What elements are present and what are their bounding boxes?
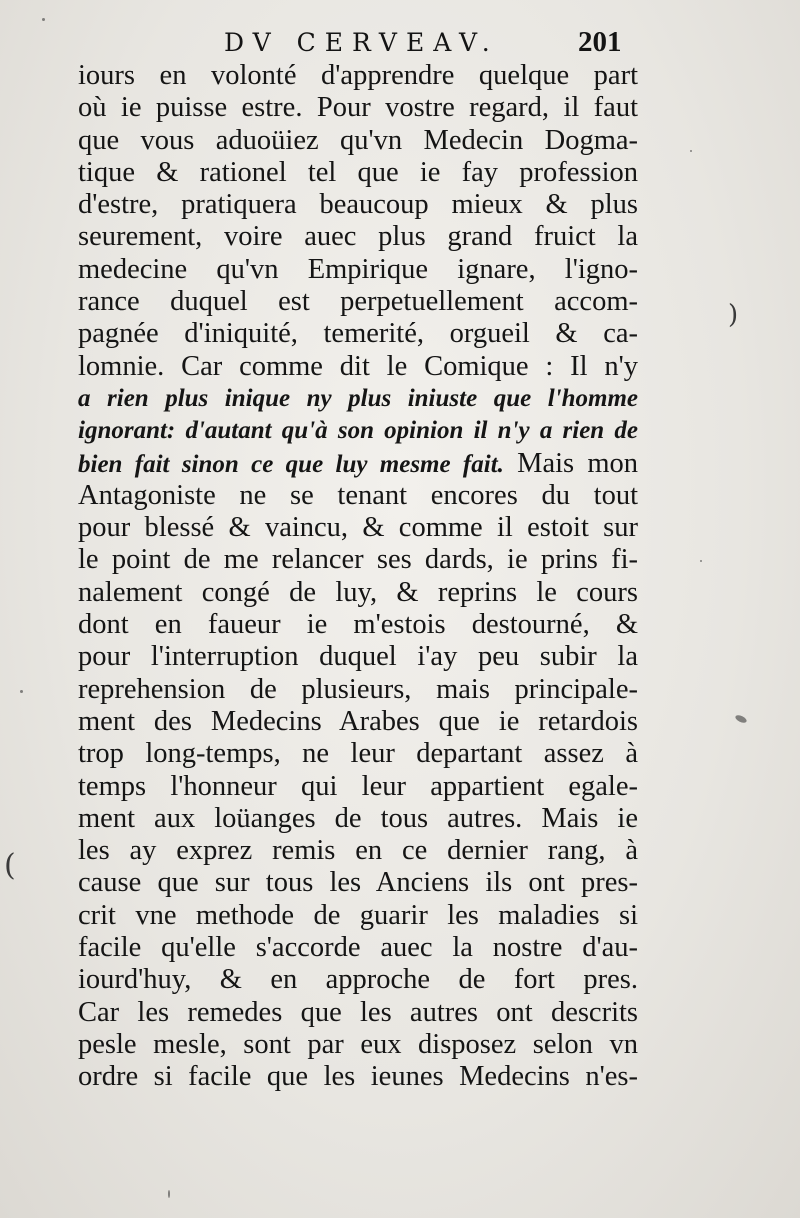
paper-mark: (	[4, 848, 16, 883]
text-line: nalement congé de luy, & reprins le cours	[78, 576, 638, 608]
text-line: ment des Medecins Arabes que ie retardois	[78, 705, 638, 737]
text-line: dont en faueur ie m'estois destourné, &	[78, 609, 638, 641]
paper-mark: )	[728, 300, 739, 330]
ink-speck	[690, 150, 692, 152]
text-line: lomnie. Car comme dit le Comique : Il n'y	[78, 350, 638, 382]
text-line: Car les remedes que les autres ont descrits	[78, 996, 638, 1028]
text-line: pour blessé & vaincu, & comme il estoit sur	[78, 512, 638, 544]
text-line: temps l'honneur qui leur appartient egale-	[78, 770, 638, 802]
text-line: medecine qu'vn Empirique ignare, l'igno-	[78, 253, 638, 285]
text-line: pagnée d'iniquité, temerité, orgueil & ca-	[78, 318, 638, 350]
text-line: cause que sur tous les Anciens ils ont pres-	[78, 867, 638, 899]
ink-speck	[168, 1190, 170, 1198]
mixed-quote-line	[78, 448, 638, 480]
text-line: reprehension de plusieurs, mais principale-	[78, 673, 638, 705]
italic-quote-end: bien fait sinon ce que luy mesme fait.	[78, 450, 504, 478]
body-text	[78, 60, 638, 1094]
italic-quote-line: a rien plus inique ny plus iniuste que l'homme	[78, 384, 638, 412]
text-line: crit vne methode de guarir les maladies si	[78, 899, 638, 931]
text-line: d'estre, pratiquera beaucoup mieux & plus	[78, 189, 638, 221]
ink-speck	[700, 560, 702, 562]
roman-text: Mais mon	[517, 447, 639, 479]
text-line: seurement, voire auec plus grand fruict la	[78, 221, 638, 253]
text-line: pour l'interruption duquel i'ay peu subir la	[78, 641, 638, 673]
text-line: Antagoniste ne se tenant encores du tout	[78, 479, 638, 511]
ink-speck	[734, 714, 747, 725]
text-line: ment aux loüanges de tous autres. Mais ie	[78, 802, 638, 834]
ink-speck	[42, 18, 45, 21]
text-line: trop long-temps, ne leur departant assez à	[78, 738, 638, 770]
text-line: le point de me relancer ses dards, ie prins fi-	[78, 544, 638, 576]
text-line: que vous aduoüiez qu'vn Medecin Dogma-	[78, 124, 638, 156]
page-number: 201	[578, 26, 622, 58]
text-line: iourd'huy, & en approche de fort pres.	[78, 964, 638, 996]
text-line: ordre si facile que les ieunes Medecins n'es-	[78, 1061, 638, 1093]
text-line: où ie puisse estre. Pour vostre regard, il faut	[78, 92, 638, 124]
text-line: pesle mesle, sont par eux disposez selon vn	[78, 1028, 638, 1060]
italic-quote-line: ignorant: d'autant qu'à son opinion il n'y a rien de	[78, 417, 638, 445]
ink-speck	[20, 690, 23, 693]
text-line: tique & rationel tel que ie fay profession	[78, 156, 638, 188]
text-line: les ay exprez remis en ce dernier rang, à	[78, 835, 638, 867]
text-line: facile qu'elle s'accorde auec la nostre d'au-	[78, 932, 638, 964]
running-head	[78, 28, 638, 62]
text-line: iours en volonté d'apprendre quelque part	[78, 60, 638, 91]
running-title: DV CERVEAV.	[224, 28, 499, 57]
text-line: rance duquel est perpetuellement accom-	[78, 286, 638, 318]
